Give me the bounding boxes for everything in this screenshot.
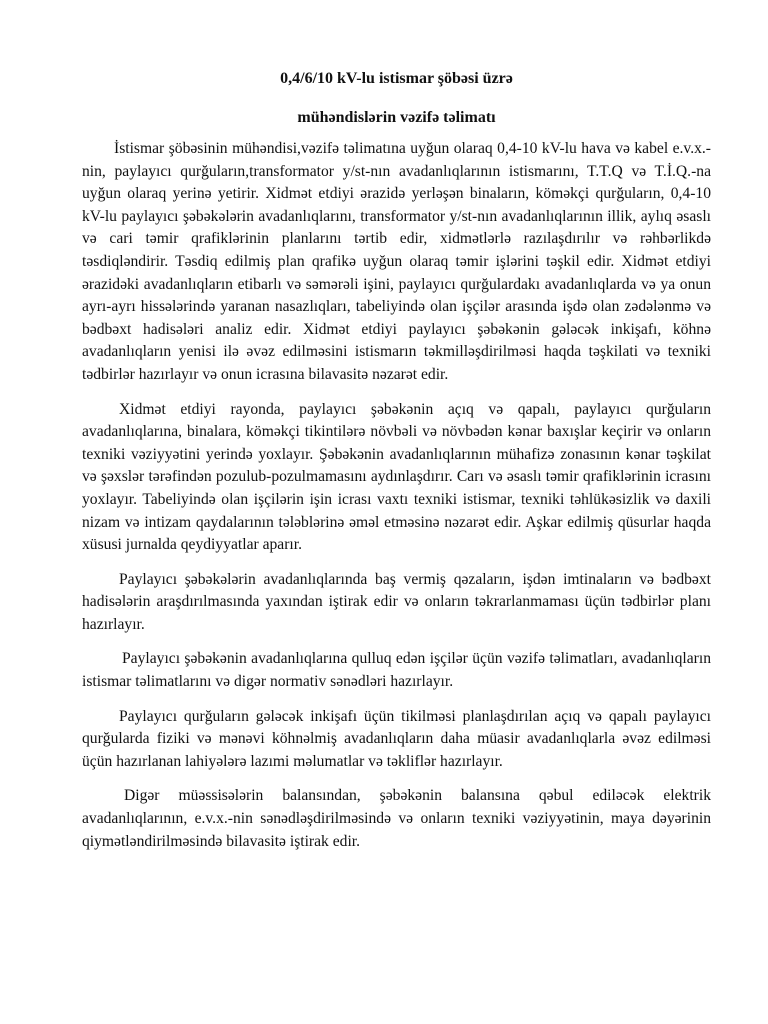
document-title-line-1: 0,4/6/10 kV-lu istismar şöbəsi üzrə [280, 70, 513, 87]
paragraph-2: Xidmət etdiyi rayonda, paylayıcı şəbəkənin açıq və qapalı, paylayıcı qurğuların avadanlıqlarına, binalara, köməkçi tikintilərə növbəli və növbədən kənar baxışlar keçirir və onların texniki vəziyyətini yerində yoxlayır. Şəbəkənin avadanlıqlarının mühafizə zonasının kənar təşkilat və şəxslər tərəfindən pozulub-pozulmamasını aydınlaşdırır. Carı və əsaslı təmir qrafiklərinin icrasını yoxlayır. Tabeliyində olan işçilərin işin icrası vaxtı texniki istismar, texniki təhlükəsizlik və daxili nizam və intizam qaydalarının tələblərinə əməl etməsinə nəzarət edir. Aşkar edilmiş qüsurlar haqda xüsusi jurnalda qeydiyyatlar aparır. [82, 400, 711, 554]
paragraph-4: Paylayıcı şəbəkənin avadanlıqlarına qulluq edən işçilər üçün vəzifə təlimatları, avadanlıqların istismar təlimatlarını və digər normativ sənədləri hazırlayır. [82, 650, 711, 691]
paragraph-3: Paylayıcı şəbəkələrin avadanlıqlarında baş vermiş qəzaların, işdən imtinaların və bədbəxt hadisələrin araşdırılmasında yaxından iştirak edir və onların təkrarlanmaması üçün tədbirlər planı hazırlayır. [82, 570, 711, 633]
document-title-line-2: mühəndislərin vəzifə təlimatı [297, 109, 496, 126]
paragraph-6: Digər müəssisələrin balansından, şəbəkənin balansına qəbul ediləcək elektrik avadanlıqlarının, e.v.x.-nin sənədləşdirilməsində və onların texniki vəziyyətinin, maya dəyərinin qiymətləndirilməsində bilavasitə iştirak edir. [82, 787, 711, 850]
paragraph-5: Paylayıcı qurğuların gələcək inkişafı üçün tikilməsi planlaşdırılan açıq və qapalı paylayıcı qurğularda fiziki və mənəvi köhnəlmiş avadanlıqların daha müasir avadanlıqlarla əvəz edilməsi üçün hazırlanan lahiyələrə lazımi məlumatlar və təkliflər hazırlayır. [82, 707, 711, 770]
paragraph-1: İstismar şöbəsinin mühəndisi,vəzifə təlimatına uyğun olaraq 0,4-10 kV-lu hava və kabel e.v.x.-nin, paylayıcı qurğuların,transformator y/st-nın avadanlıqlarının istismarını, T.T.Q və T.İ.Q.-na uyğun olaraq yerinə yetirir. Xidmət etdiyi ərazidə yerləşən binaların, köməkçi qurğuların, 0,4-10 kV-lu paylayıcı şəbəkələrin avadanlıqlarını, transformator y/st-nın avadanlıqlarının illik, aylıq əsaslı və cari təmir qrafiklərinin planlarını tərtib edir, xidmətlərlə razılaşdırılır və rəhbərlikdə təsdiqləndirir. Təsdiq edilmiş plan qrafikə uyğun olaraq təmir işlərini təşkil edir. Xidmət etdiyi ərazidəki avadanlıqların etibarlı və səmərəli işini, paylayıcı qurğulardakı avadanlıqlarda və ya onun ayrı-ayrı hissələrində yaranan nasazlıqları, tabeliyində olan işçilər arasında işdə olan zədələnmə və bədbəxt hadisələri analiz edir. Xidmət etdiyi paylayıcı şəbəkənin gələcək inkişafı, köhnə avadanlıqların yenisi ilə əvəz edilməsini istismarın təkmilləşdirilməsi haqda təşkilati və texniki tədbirlər hazırlayır və onun icrasına bilavasitə nəzarət edir. [82, 140, 711, 383]
